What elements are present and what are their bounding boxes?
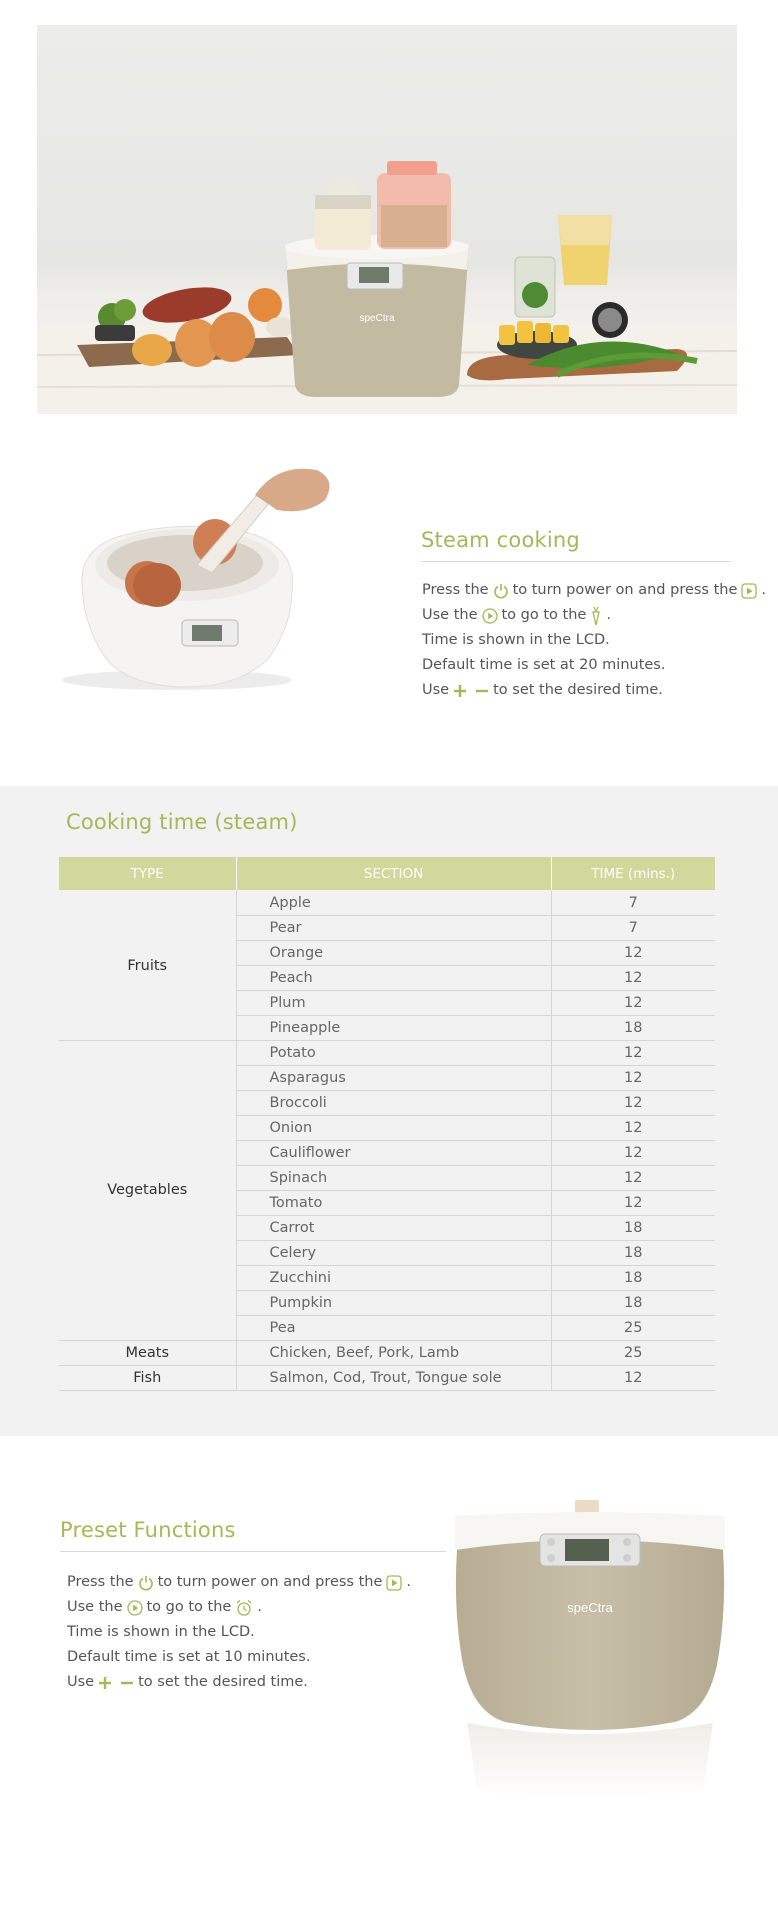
carrot-icon [590,606,602,626]
time-cell: 18 [551,1290,715,1315]
table-row [59,890,715,915]
steam-instruction-line-1 [422,578,766,603]
minus-icon [120,1676,134,1690]
section-cell: Potato [236,1040,551,1065]
steam-line-5-text-b: to set the desired time. [493,682,663,698]
plus-icon [98,1676,112,1690]
table-row [59,1340,715,1365]
steam-title-divider [421,561,731,562]
steam-instruction-line-5 [422,678,766,703]
section-cell: Tomato [236,1190,551,1215]
table-row [59,1365,715,1390]
preset-line-3-text: Time is shown in the LCD. [67,1624,255,1640]
section-cell: Apple [236,890,551,915]
preset-instruction-line-4 [67,1645,411,1670]
play-icon [127,1600,143,1616]
time-cell: 7 [551,890,715,915]
preset-device-photo [445,1490,735,1820]
section-cell: Spinach [236,1165,551,1190]
time-cell: 18 [551,1265,715,1290]
time-cell: 12 [551,990,715,1015]
steam-line-2-text-c: . [606,607,611,623]
preset-instruction-line-2 [67,1595,411,1620]
cooking-time-title: Cooking time (steam) [66,810,298,834]
time-cell: 12 [551,940,715,965]
alarm-clock-icon [235,1599,253,1617]
time-cell: 12 [551,1365,715,1390]
time-cell: 18 [551,1215,715,1240]
type-cell: Fish [59,1365,236,1390]
preset-line-2-text-b: to go to the [146,1599,232,1615]
header-time: TIME (mins.) [551,857,715,890]
steam-cooking-photo [37,455,337,695]
preset-instruction-line-1 [67,1570,411,1595]
type-cell: Meats [59,1340,236,1365]
section-cell: Asparagus [236,1065,551,1090]
time-cell: 7 [551,915,715,940]
section-cell: Broccoli [236,1090,551,1115]
section-cell: Pumpkin [236,1290,551,1315]
time-cell: 12 [551,1040,715,1065]
hero-photo [37,25,737,414]
type-cell: Vegetables [59,1040,236,1340]
preset-instruction-line-3 [67,1620,411,1645]
section-cell: Salmon, Cod, Trout, Tongue sole [236,1365,551,1390]
preset-instruction-line-5 [67,1670,411,1695]
time-cell: 18 [551,1015,715,1040]
steam-instruction-line-3 [422,628,766,653]
play-icon [482,608,498,624]
steam-line-2-text-a: Use the [422,607,478,623]
header-section: SECTION [236,857,551,890]
play-icon [741,583,757,599]
steam-line-3-text: Time is shown in the LCD. [422,632,610,648]
header-type: TYPE [59,857,236,890]
preset-line-2-text-c: . [257,1599,262,1615]
preset-brand-text: speCtra [567,1600,613,1615]
play-icon [386,1575,402,1591]
section-cell: Carrot [236,1215,551,1240]
time-cell: 12 [551,1165,715,1190]
minus-icon [475,684,489,698]
time-cell: 12 [551,1190,715,1215]
table-row [59,1040,715,1065]
steam-instructions [422,578,766,703]
steam-cooking-title: Steam cooking [421,528,580,552]
hero-brand-text: speCtra [359,313,395,324]
section-cell: Cauliflower [236,1140,551,1165]
section-cell: Peach [236,965,551,990]
table-header-row [59,857,715,890]
time-cell: 12 [551,965,715,990]
section-cell: Pear [236,915,551,940]
preset-line-4-text: Default time is set at 10 minutes. [67,1649,311,1665]
section-cell: Onion [236,1115,551,1140]
steam-instruction-line-4 [422,653,766,678]
section-cell: Chicken, Beef, Pork, Lamb [236,1340,551,1365]
time-cell: 12 [551,1140,715,1165]
steam-line-4-text: Default time is set at 20 minutes. [422,657,666,673]
time-cell: 25 [551,1340,715,1365]
section-cell: Plum [236,990,551,1015]
steam-line-2-text-b: to go to the [501,607,587,623]
preset-line-1-text-a: Press the [67,1574,134,1590]
plus-icon [453,684,467,698]
preset-line-2-text-a: Use the [67,1599,123,1615]
steam-line-5-text-a: Use [422,682,450,698]
cooking-time-table [59,857,715,1391]
time-cell: 18 [551,1240,715,1265]
preset-line-5-text-a: Use [67,1674,95,1690]
preset-functions-title: Preset Functions [60,1518,236,1542]
type-cell: Fruits [59,890,236,1040]
power-icon [493,583,509,599]
time-cell: 12 [551,1115,715,1140]
preset-instructions [67,1570,411,1695]
section-cell: Pea [236,1315,551,1340]
hero-illustration [37,25,737,414]
section-cell: Orange [236,940,551,965]
time-cell: 12 [551,1090,715,1115]
preset-line-5-text-b: to set the desired time. [138,1674,308,1690]
section-cell: Zucchini [236,1265,551,1290]
steam-line-1-text-a: Press the [422,582,489,598]
time-cell: 12 [551,1065,715,1090]
power-icon [138,1575,154,1591]
steam-line-1-text-c: . [761,582,767,598]
section-cell: Pineapple [236,1015,551,1040]
preset-device-illustration [445,1490,735,1820]
preset-line-1-text-c: . [406,1574,412,1590]
time-cell: 25 [551,1315,715,1340]
preset-line-1-text-b: to turn power on and press the [157,1574,383,1590]
steam-illustration [37,455,337,695]
steam-line-1-text-b: to turn power on and press the [512,582,738,598]
preset-title-divider [60,1551,446,1552]
section-cell: Celery [236,1240,551,1265]
steam-instruction-line-2 [422,603,766,628]
